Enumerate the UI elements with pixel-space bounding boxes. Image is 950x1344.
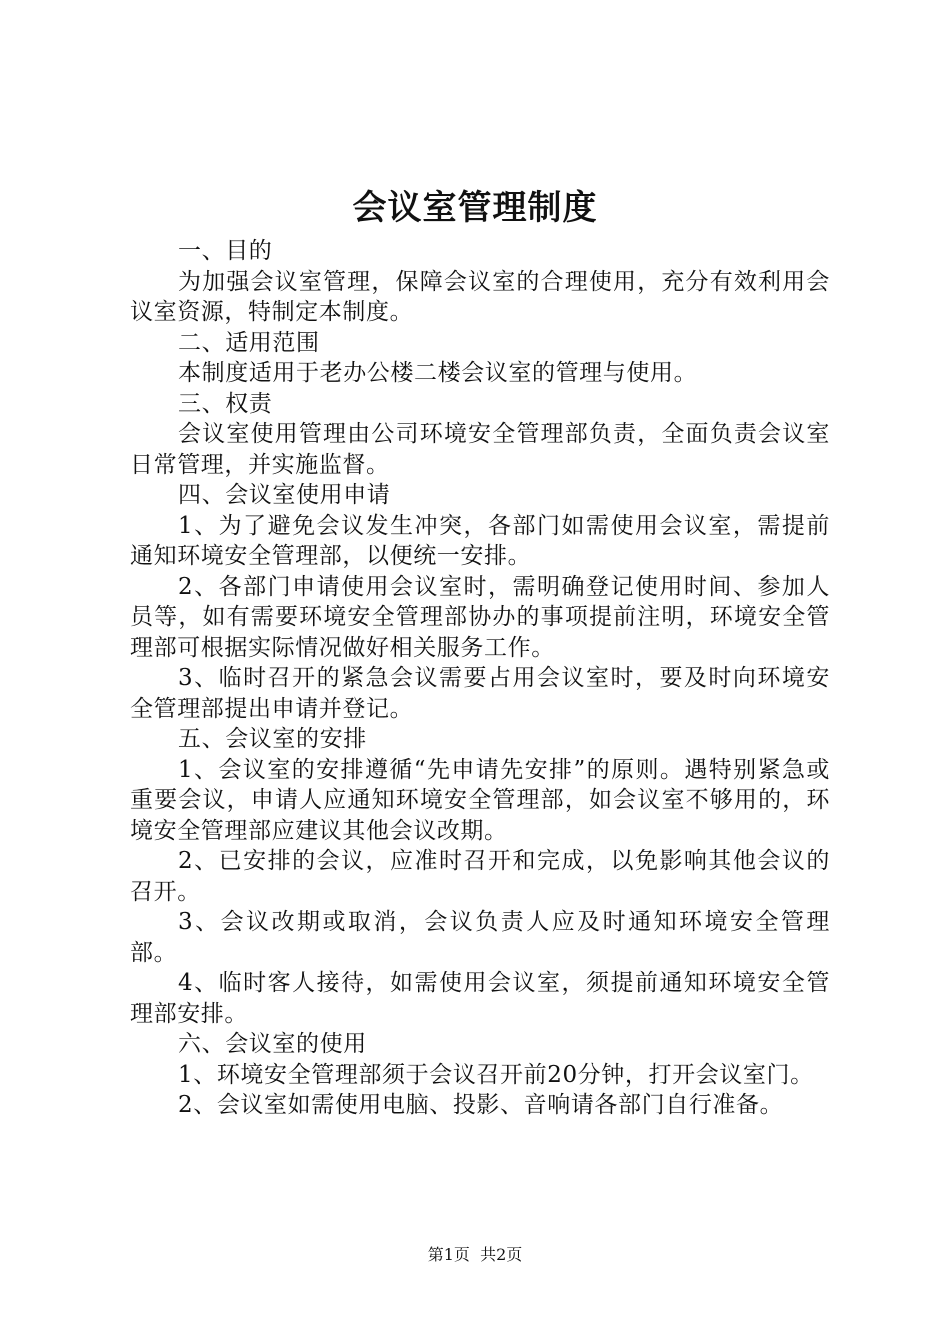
section-heading-responsibility: 三、权责	[178, 390, 273, 417]
paragraph: 1、为了避免会议发生冲突，各部门如需使用会议室，需提前通知环境安全管理部，以便统一安排。	[130, 512, 830, 569]
paragraph: 2、会议室如需使用电脑、投影、音响请各部门自行准备。	[178, 1092, 784, 1118]
document-body	[130, 236, 830, 1121]
paragraph: 本制度适用于老办公楼二楼会议室的管理与使用。	[178, 360, 698, 386]
paragraph: 为加强会议室管理，保障会议室的合理使用，充分有效利用会议室资源，特制定本制度。	[130, 268, 830, 325]
paragraph: 3、会议改期或取消，会议负责人应及时通知环境安全管理部。	[130, 909, 830, 966]
paragraph: 2、已安排的会议，应准时召开和完成，以免影响其他会议的召开。	[130, 848, 830, 905]
section-heading-arrangement: 五、会议室的安排	[178, 726, 367, 752]
paragraph: 4、临时客人接待，如需使用会议室，须提前通知环境安全管理部安排。	[130, 970, 830, 1027]
paragraph: 3、临时召开的紧急会议需要占用会议室时，要及时向环境安全管理部提出申请并登记。	[130, 665, 830, 722]
section-heading-application: 四、会议室使用申请	[178, 482, 391, 508]
paragraph: 1、环境安全管理部须于会议召开前20分钟，打开会议室门。	[178, 1061, 814, 1088]
paragraph: 1、会议室的安排遵循“先申请先安排”的原则。遇特别紧急或重要会议，申请人应通知环境安全管理部，如会议室不够用的，环境安全管理部应建议其他会议改期。	[130, 756, 830, 844]
section-heading-purpose: 一、目的	[178, 238, 273, 264]
paragraph: 会议室使用管理由公司环境安全管理部负责，全面负责会议室日常管理，并实施监督。	[130, 421, 830, 478]
page-title: 会议室管理制度	[352, 188, 598, 228]
page-footer	[0, 1244, 950, 1266]
section-heading-scope: 二、适用范围	[178, 329, 320, 356]
paragraph: 2、各部门申请使用会议室时，需明确登记使用时间、参加人员等，如有需要环境安全管理部协办的事项提前注明，环境安全管理部可根据实际情况做好相关服务工作。	[130, 573, 830, 661]
page-number: 第1页	[427, 1245, 470, 1264]
page-total: 共2页	[480, 1245, 523, 1264]
section-heading-usage: 六、会议室的使用	[178, 1031, 367, 1057]
